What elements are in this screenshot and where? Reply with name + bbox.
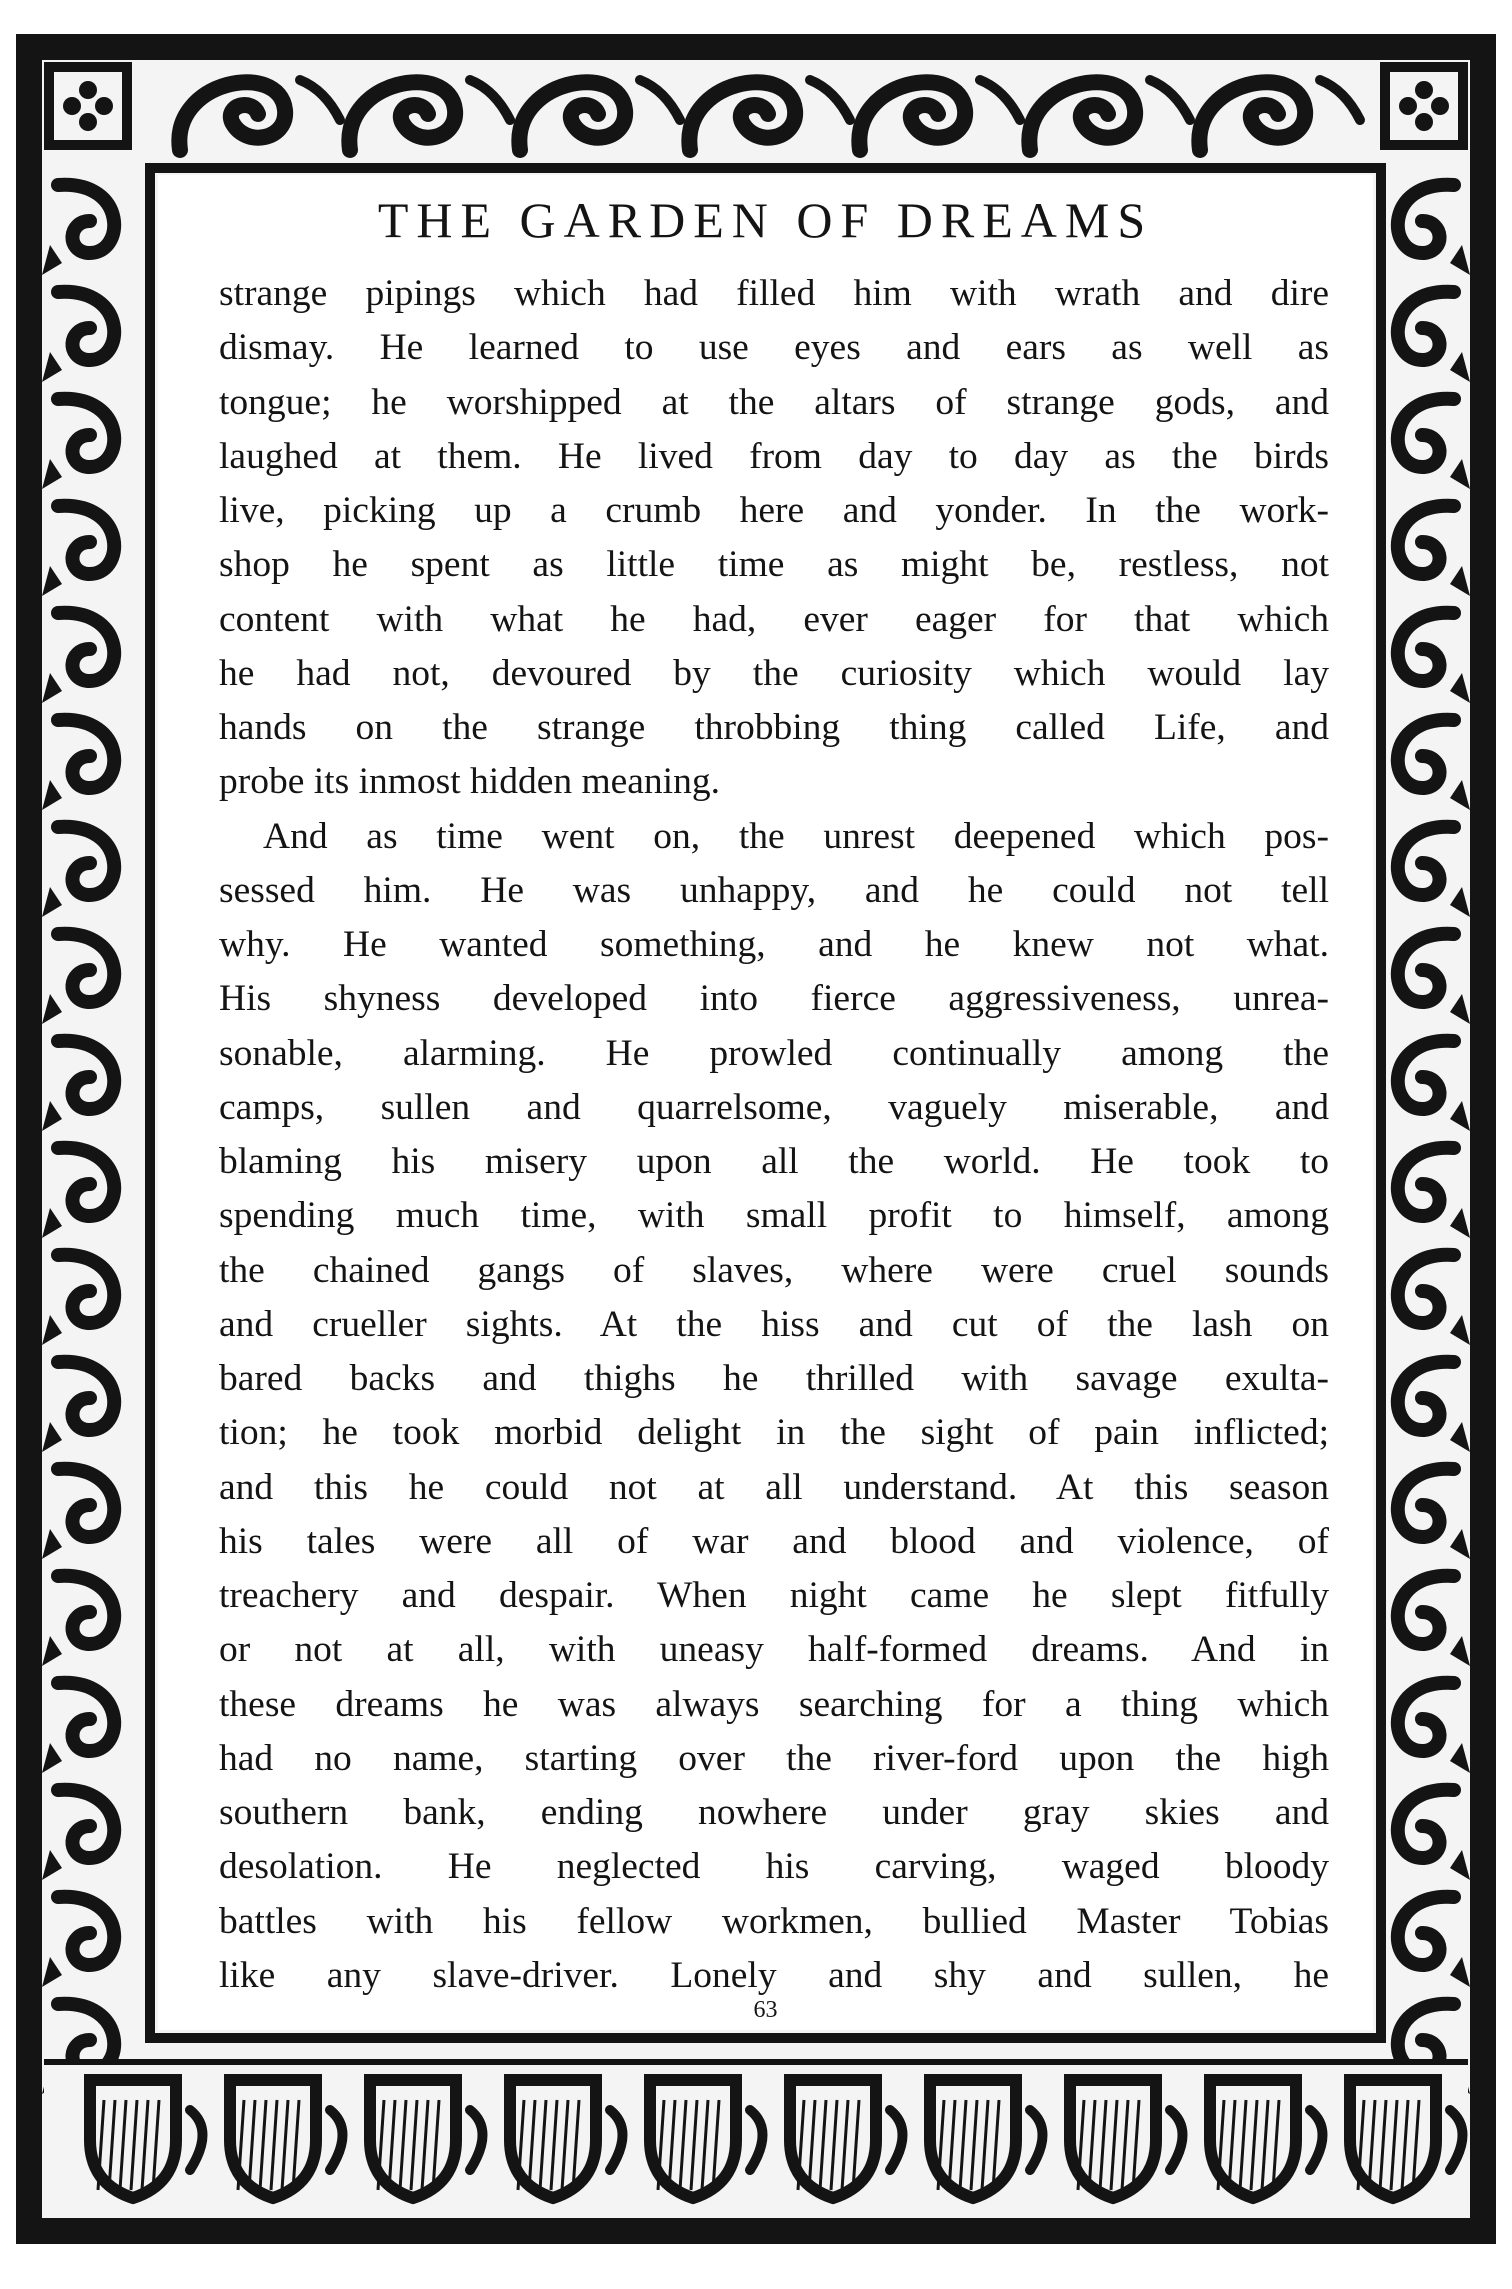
text-line: content with what he had, ever eager for that which (219, 598, 1329, 640)
text-line: why. He wanted something, and he knew not what. (219, 924, 1329, 965)
text-line: hands on the strange throbbing thing called Life, and (219, 707, 1329, 748)
text-line: and crueller sights. At the hiss and cut of the lash on (219, 1303, 1329, 1345)
four-petal-flower-ornament (82, 100, 94, 112)
text-line: probe its inmost hidden meaning. (219, 761, 720, 803)
body-text (219, 267, 1329, 2003)
text-line: southern bank, ending nowhere under gray skies and (219, 1792, 1329, 1833)
text-line: his tales were all of war and blood and violence, of (219, 1520, 1329, 1562)
text-line: spending much time, with small profit to himself, among (219, 1195, 1329, 1237)
text-line: tion; he took morbid delight in the sight of pain inflicted; (219, 1412, 1329, 1454)
text-panel (158, 175, 1373, 2030)
text-line: treachery and despair. When night came he slept fitfully (219, 1575, 1329, 1616)
text-line: camps, sullen and quarrelsome, vaguely miserable, and (219, 1086, 1329, 1128)
page-number: 63 (753, 1997, 778, 2023)
text-line: strange pipings which had filled him with wrath and dire (219, 273, 1329, 314)
text-line: like any slave-driver. Lonely and shy and sullen, he (219, 1954, 1329, 1996)
text-line: sessed him. He was unhappy, and he could not tell (219, 869, 1329, 911)
text-line: he had not, devoured by the curiosity which would lay (219, 652, 1329, 694)
text-line: desolation. He neglected his carving, waged bloody (219, 1846, 1329, 1888)
text-line: His shyness developed into fierce aggressiveness, unrea- (219, 978, 1329, 1020)
text-line: the chained gangs of slaves, where were cruel sounds (219, 1249, 1329, 1291)
text-line: battles with his fellow workmen, bullied Master Tobias (219, 1900, 1329, 1942)
text-line: tongue; he worshipped at the altars of strange gods, and (219, 381, 1329, 423)
text-line: had no name, starting over the river-ford upon the high (219, 1737, 1329, 1779)
text-line: or not at all, with uneasy half-formed dreams. And in (219, 1629, 1329, 1671)
text-line: shop he spent as little time as might be, restless, not (219, 544, 1329, 586)
text-line: And as time went on, the unrest deepened which pos- (263, 815, 1329, 857)
text-line: laughed at them. He lived from day to day as the birds (219, 435, 1329, 477)
text-line: these dreams he was always searching for a thing which (219, 1683, 1329, 1725)
text-line: and this he could not at all understand. At this season (219, 1466, 1329, 1508)
text-line: dismay. He learned to use eyes and ears as well as (219, 327, 1329, 369)
text-line: bared backs and thighs he thrilled with savage exulta- (219, 1358, 1329, 1399)
running-head: THE GARDEN OF DREAMS (377, 192, 1154, 248)
text-line: live, picking up a crumb here and yonder. In the work- (219, 490, 1329, 531)
text-line: blaming his misery upon all the world. He took to (219, 1141, 1329, 1182)
text-line: sonable, alarming. He prowled continually among the (219, 1032, 1329, 1074)
